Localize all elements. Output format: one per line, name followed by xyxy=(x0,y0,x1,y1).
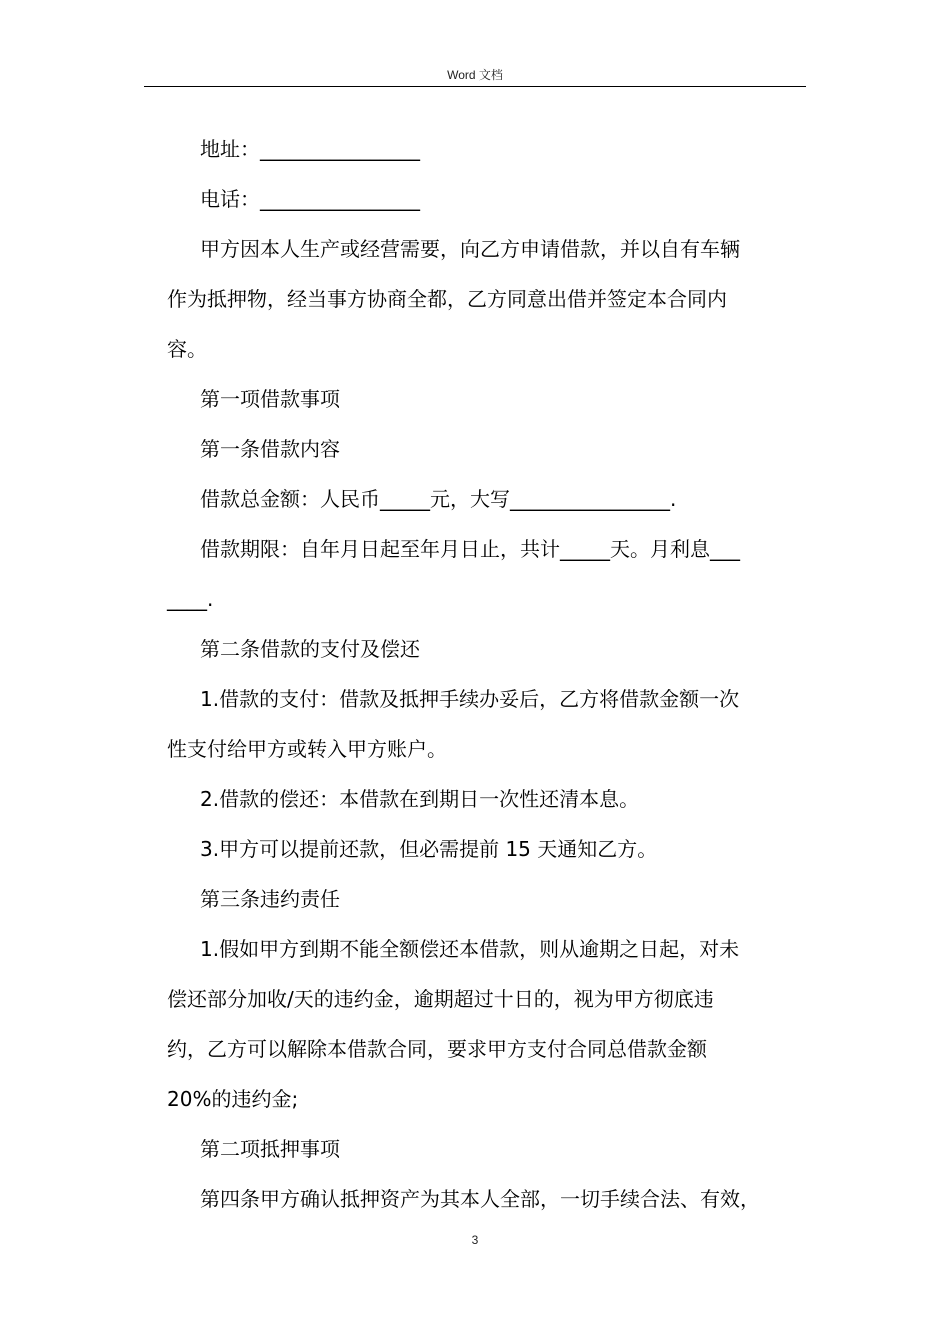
intro-paragraph-line-3: 容。 xyxy=(167,337,207,361)
phone-line: 电话：________________ xyxy=(200,187,420,211)
loan-term-line-2: ____. xyxy=(167,587,214,611)
section-heading-loan: 第一项借款事项 xyxy=(200,387,340,411)
intro-paragraph-line-1: 甲方因本人生产或经营需要，向乙方申请借款，并以自有车辆 xyxy=(200,237,740,261)
loan-amount-line: 借款总金额：人民币_____元，大写________________. xyxy=(200,487,677,511)
article-4-line-1: 第四条甲方确认抵押资产为其本人全部，一切手续合法、有效， xyxy=(200,1187,760,1211)
breach-clause-line-1: 1.假如甲方到期不能全额偿还本借款，则从逾期之日起，对未 xyxy=(200,937,740,961)
payment-clause-line-1: 1.借款的支付：借款及抵押手续办妥后，乙方将借款金额一次 xyxy=(200,687,740,711)
page-number: 3 xyxy=(471,1233,479,1247)
page-header-title: Word 文档 xyxy=(447,68,503,82)
section-heading-mortgage: 第二项抵押事项 xyxy=(200,1137,340,1161)
payment-clause-line-2: 性支付给甲方或转入甲方账户。 xyxy=(167,737,447,761)
loan-term-line-1: 借款期限：自年月日起至年月日止，共计_____天。月利息___ xyxy=(200,537,740,561)
document-body xyxy=(167,124,817,1224)
article-1-heading: 第一条借款内容 xyxy=(200,437,340,461)
article-3-heading: 第三条违约责任 xyxy=(200,887,340,911)
breach-clause-line-4: 20%的违约金; xyxy=(167,1087,299,1111)
breach-clause-line-2: 偿还部分加收/天的违约金，逾期超过十日的，视为甲方彻底违 xyxy=(167,987,714,1011)
repayment-clause: 2.借款的偿还：本借款在到期日一次性还清本息。 xyxy=(200,787,640,811)
header-divider xyxy=(144,86,806,87)
early-repayment-clause: 3.甲方可以提前还款，但必需提前 15 天通知乙方。 xyxy=(200,837,658,861)
address-line: 地址：________________ xyxy=(200,137,420,161)
breach-clause-line-3: 约，乙方可以解除本借款合同，要求甲方支付合同总借款金额 xyxy=(167,1037,707,1061)
article-2-heading: 第二条借款的支付及偿还 xyxy=(200,637,420,661)
intro-paragraph-line-2: 作为抵押物，经当事方协商全都，乙方同意出借并签定本合同内 xyxy=(167,287,727,311)
